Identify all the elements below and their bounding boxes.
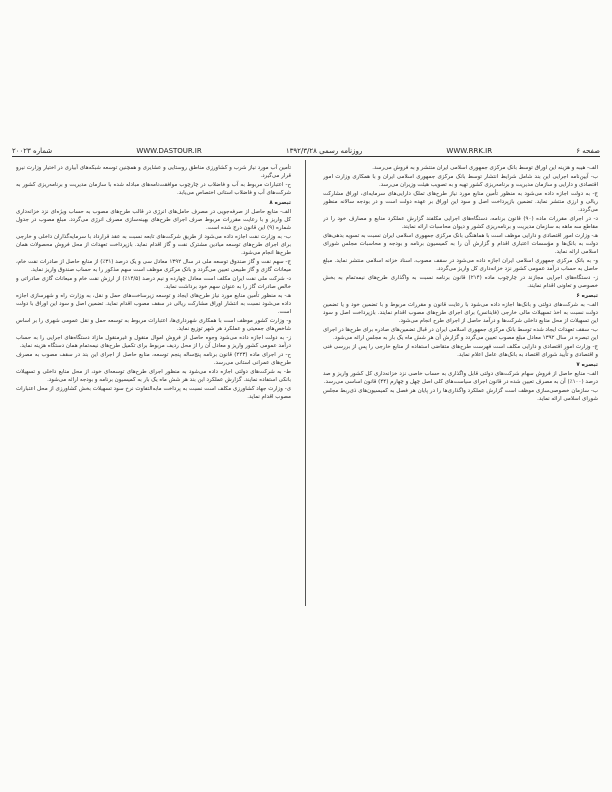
paragraph: ح- اعتبارات مربوط به آب و فاضلاب در چارچوب موافقت‌نامه‌های مبادله شده با سازمان مدیریت و برنامه‌ریزی کشور به شرکت‌های آب و فاضلاب استانی اختصاص می‌یابد. — [16, 182, 291, 196]
paragraph: و- وزارت کشور موظف است با همکاری شهرداری‌ها، اعتبارات مربوط به توسعه حمل و نقل عمومی شهری را بر اساس شاخص‌های جمعیتی و عملکرد هر شهر توزیع نماید. — [16, 318, 291, 332]
page-header — [12, 142, 600, 157]
paragraph: د- شرکت ملی نفت ایران مکلف است معادل چهارده و نیم درصد (۱۴/۵٪) از ارزش نفت خام و میعانات گازی صادراتی و خالص صادرات گاز را به عنوان سهم خود برداشت نماید. — [16, 276, 291, 290]
paragraph: ب- به وزارت نفت اجازه داده می‌شود از طریق شرکت‌های تابعه نسبت به عقد قرارداد با سرمایه‌گذاران داخلی و خارجی برای اجرای طرح‌های توسعه میادین مشترک نفت و گاز اقدام نماید. بازپرداخت تعهدات از محل فروش محصولات همان طرح‌ها انجام می‌شود. — [16, 234, 291, 256]
paragraph: ز- دستگاه‌های اجرایی مجازند در چارچوب ماده (۲۱۴) قانون برنامه نسبت به واگذاری طرح‌های نیمه‌تمام به بخش خصوصی و تعاونی اقدام نمایند. — [323, 275, 598, 289]
site-url-left: WWW.DASTOUR.IR — [136, 147, 202, 155]
paragraph: الف- منابع حاصل از صرفه‌جویی در مصرف حامل‌های انرژی در قالب طرح‌های مصوب به حساب ویژه‌ای نزد خزانه‌داری کل واریز و با رعایت مقررات مربوط صرف اجرای طرح‌های بهینه‌سازی مصرف انرژی می‌گردد. مبلغ مصوب در جدول شماره (۹) این قانون درج شده است. — [16, 209, 291, 231]
paragraph: ی- وزارت جهاد کشاورزی مکلف است نسبت به پرداخت مابه‌التفاوت نرخ سود تسهیلات بخش کشاورزی از محل اعتبارات مصوب اقدام نماید. — [16, 386, 291, 400]
paragraph: ب- آیین‌نامه اجرایی این بند شامل شرایط انتشار توسط بانک مرکزی جمهوری اسلامی ایران و با همکاری وزارت امور اقتصادی و دارایی و سازمان مدیریت و برنامه‌ریزی کشور تهیه و به تصویب هیئت وزیران می‌رسد. — [323, 174, 598, 188]
paragraph: ج- وزارت امور اقتصادی و دارایی مکلف است فهرست طرح‌های متقاضی استفاده از منابع خارجی را پس از بررسی فنی و اقتصادی و تأیید شورای اقتصاد به بانک‌های عامل اعلام نماید. — [323, 344, 598, 358]
paragraph: هـ- وزارت امور اقتصادی و دارایی موظف است با هماهنگی بانک مرکزی جمهوری اسلامی ایران نسبت به تسویه بدهی‌های دولت به بانک‌ها و مؤسسات اعتباری اقدام و گزارش آن را به کمیسیون برنامه و بودجه و محاسبات مجلس شورای اسلامی ارائه نماید. — [323, 233, 598, 255]
paragraph: الف- به شرکت‌های دولتی و بانک‌ها اجازه داده می‌شود با رعایت قانون و مقررات مربوط و با تضمین خود و یا تضمین دولت نسبت به اخذ تسهیلات مالی خارجی (فاینانس) برای اجرای طرح‌های مصوب اقدام نمایند. بازپرداخت اصل و سود این تسهیلات از محل منابع داخلی شرکت‌ها و درآمد حاصل از اجرای طرح انجام می‌شود. — [323, 302, 598, 324]
paragraph: ط- به شرکت‌های دولتی اجازه داده می‌شود به منظور اجرای طرح‌های توسعه‌ای خود، از محل منابع داخلی و تسهیلات بانکی استفاده نمایند. گزارش عملکرد این بند هر شش ماه یک بار به کمیسیون برنامه و بودجه ارائه می‌شود. — [16, 369, 291, 383]
paragraph: الف- هیبه و هزینه این اوراق توسط بانک مرکزی جمهوری اسلامی ایران منتشر و به فروش می‌رسد. — [372, 165, 598, 171]
site-url-right: WWW.RRK.IR — [446, 147, 493, 155]
paragraph: الف- منابع حاصل از فروش سهام شرکت‌های دولتی قابل واگذاری به حساب خاصی نزد خزانه‌داری کل کشور واریز و صد درصد (۱۰۰٪) آن به مصرف تعیین شده در قانون اجرای سیاست‌های کلی اصل چهل و چهارم (۴۴) قانون اساسی می‌رسد. — [323, 371, 598, 385]
paragraph: ب- سقف تعهدات ایجاد شده توسط بانک مرکزی جمهوری اسلامی ایران در قبال تضمین‌های صادره برای طرح‌ها در اجرای این تبصره در سال ۱۳۹۲ معادل مبلغ مصوب تعیین می‌گردد و گزارش آن هر شش ماه یک بار به مجلس ارائه می‌شود. — [323, 327, 598, 341]
issue-number: شماره ۲۰۰۲۳ — [12, 147, 53, 155]
text-column-right — [323, 164, 598, 600]
paragraph: ز- به دولت اجازه داده می‌شود وجوه حاصل از فروش اموال منقول و غیرمنقول مازاد دستگاه‌های اجرایی را به حساب درآمد عمومی کشور واریز و معادل آن را از محل ردیف مربوط برای تکمیل طرح‌های نیمه‌تمام همان دستگاه هزینه نماید. — [16, 335, 291, 349]
paragraph: ح- در اجرای ماده (۲۲۳) قانون برنامه پنج‌ساله پنجم توسعه، منابع حاصل از اجرای این بند در سقف مصوب به مصرف طرح‌های عمرانی استانی می‌رسد. — [16, 352, 291, 366]
paragraph: و- به بانک مرکزی جمهوری اسلامی ایران اجازه داده می‌شود در سقف مصوب، اسناد خزانه اسلامی منتشر نماید. مبلغ حاصل به حساب درآمد عمومی کشور نزد خزانه‌داری کل واریز می‌گردد. — [323, 258, 598, 272]
paragraph: ج- به دولت اجازه داده می‌شود به منظور تأمین منابع مورد نیاز طرح‌های تملک دارایی‌های سرمایه‌ای، اوراق مشارکت ریالی و ارزی منتشر نماید. تضمین بازپرداخت اصل و سود این اوراق بر عهده دولت است و در بودجه سالانه منظور می‌گردد. — [323, 191, 598, 213]
section-heading: تبصره ۷ — [576, 362, 598, 368]
paragraph: ج- سهم نفت و گاز صندوق توسعه ملی در سال ۱۳۹۲ معادل سی و یک درصد (۳۱٪) از منابع حاصل از صادرات نفت خام، میعانات گازی و گاز طبیعی تعیین می‌گردد و بانک مرکزی موظف است سهم مذکور را به حساب صندوق واریز نماید. — [16, 259, 291, 273]
section-heading: تبصره ۶ — [576, 293, 598, 299]
page-label: صفحه ۶ — [576, 147, 600, 155]
paragraph: هـ- به منظور تأمین منابع مورد نیاز طرح‌های ایجاد و توسعه زیرساخت‌های حمل و نقل، به وزارت راه و شهرسازی اجازه داده می‌شود نسبت به انتشار اوراق مشارکت ریالی در سقف مصوب اقدام نماید. تضمین اصل و سود این اوراق با دولت است. — [16, 293, 291, 315]
section-heading: تبصره ۸ — [269, 200, 291, 206]
text-column-left — [16, 164, 291, 600]
gazette-title: روزنامه رسمی ۱۳۹۲/۳/۲۸ — [285, 147, 363, 155]
paragraph: د- در اجرای مقررات ماده (۹۰) قانون برنامه، دستگاه‌های اجرایی مکلفند گزارش عملکرد منابع و مصارف خود را در مقاطع سه ماهه به سازمان مدیریت و برنامه‌ریزی کشور و دیوان محاسبات ارائه نمایند. — [323, 216, 598, 230]
paragraph: ب- سازمان خصوصی‌سازی موظف است گزارش عملکرد واگذاری‌ها را در پایان هر فصل به کمیسیون‌های ذی‌ربط مجلس شورای اسلامی ارائه نماید. — [323, 388, 598, 402]
paragraph: تأمین آب مورد نیاز شرب و کشاورزی مناطق روستایی و عشایری و همچنین توسعه شبکه‌های آبیاری در اختیار وزارت نیرو قرار می‌گیرد. — [16, 165, 291, 179]
column-divider — [305, 160, 306, 606]
